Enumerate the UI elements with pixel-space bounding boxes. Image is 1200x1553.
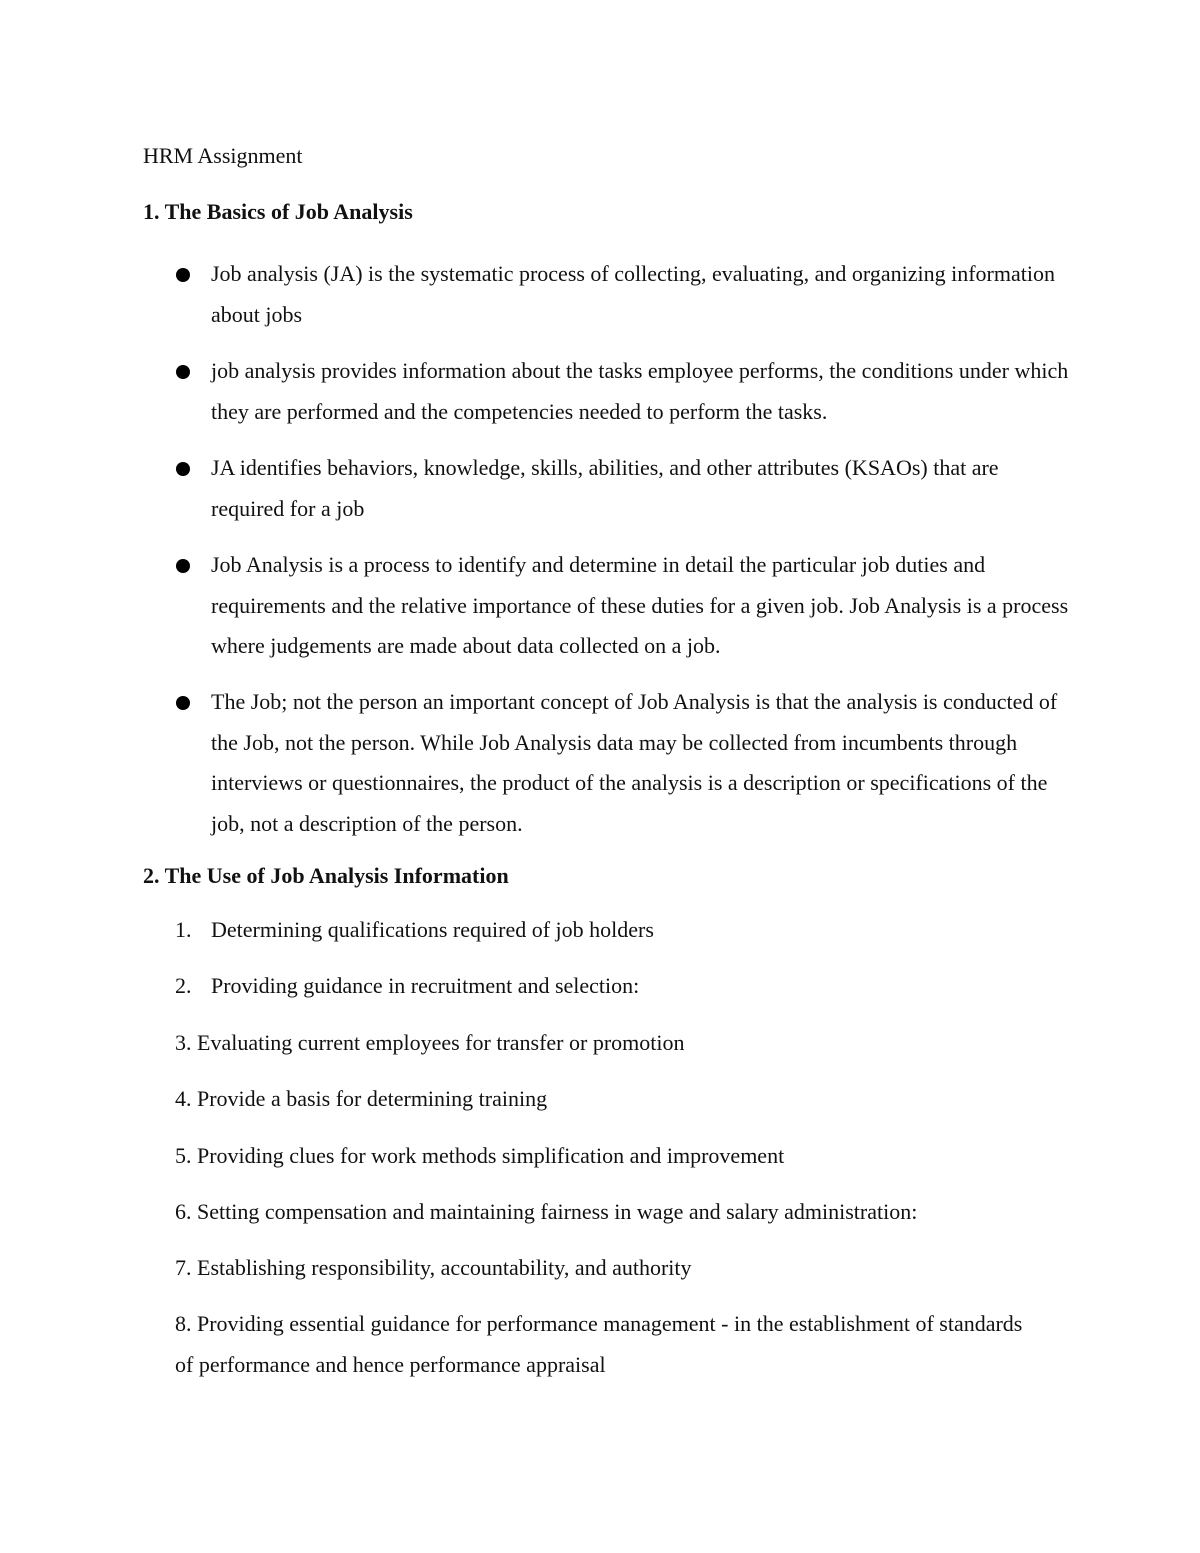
- list-item-number: 1.: [175, 917, 192, 942]
- bullet-text: Job Analysis is a process to identify and determine in detail the particular job duties and requirements and the relative importance of these duties for a given job. Job Analysis is a process where judgements are made about data collected on a job.: [211, 552, 1069, 658]
- bullet-dot-icon: [176, 559, 190, 573]
- list-item-text: Providing guidance in recruitment and selection:: [211, 973, 640, 998]
- bullet-dot-icon: [176, 268, 190, 282]
- bullet-text: job analysis provides information about the tasks employee performs, the conditions under which they are performed and the competencies needed to perform the tasks.: [211, 358, 1069, 424]
- bullet-text: JA identifies behaviors, knowledge, skills, abilities, and other attributes (KSAOs) that are required for a job: [211, 455, 999, 521]
- numbered-paragraph: 7. Establishing responsibility, accountability, and authority: [175, 1255, 692, 1280]
- bullet-text: Job analysis (JA) is the systematic process of collecting, evaluating, and organizing information about jobs: [211, 261, 1055, 327]
- numbered-paragraph: 4. Provide a basis for determining training: [175, 1086, 548, 1111]
- bullet-dot-icon: [176, 696, 190, 710]
- list-item: [175, 966, 1035, 1007]
- numbered-paragraph: 3. Evaluating current employees for transfer or promotion: [175, 1030, 685, 1055]
- document-title: HRM Assignment: [143, 143, 303, 168]
- numbered-paragraph: 6. Setting compensation and maintaining fairness in wage and salary administration:: [175, 1199, 918, 1224]
- section-heading-basics: 1. The Basics of Job Analysis: [143, 199, 413, 224]
- bullet-dot-icon: [176, 462, 190, 476]
- numbered-paragraph: 5. Providing clues for work methods simplification and improvement: [175, 1143, 785, 1168]
- section-heading-use: 2. The Use of Job Analysis Information: [143, 863, 509, 888]
- bullet-text: The Job; not the person an important concept of Job Analysis is that the analysis is conducted of the Job, not the person. While Job Analysis data may be collected from incumbents through interviews or questionnaires, the product of the analysis is a description or specifications of the job, not a description of the person.: [211, 689, 1058, 836]
- list-item-text: Determining qualifications required of job holders: [211, 917, 654, 942]
- bullet-dot-icon: [176, 365, 190, 379]
- list-item: [175, 910, 1035, 951]
- numbered-paragraph: 8. Providing essential guidance for performance management - in the establishment of standards of performance and hence performance appraisal: [175, 1311, 1023, 1377]
- list-item-number: 2.: [175, 973, 192, 998]
